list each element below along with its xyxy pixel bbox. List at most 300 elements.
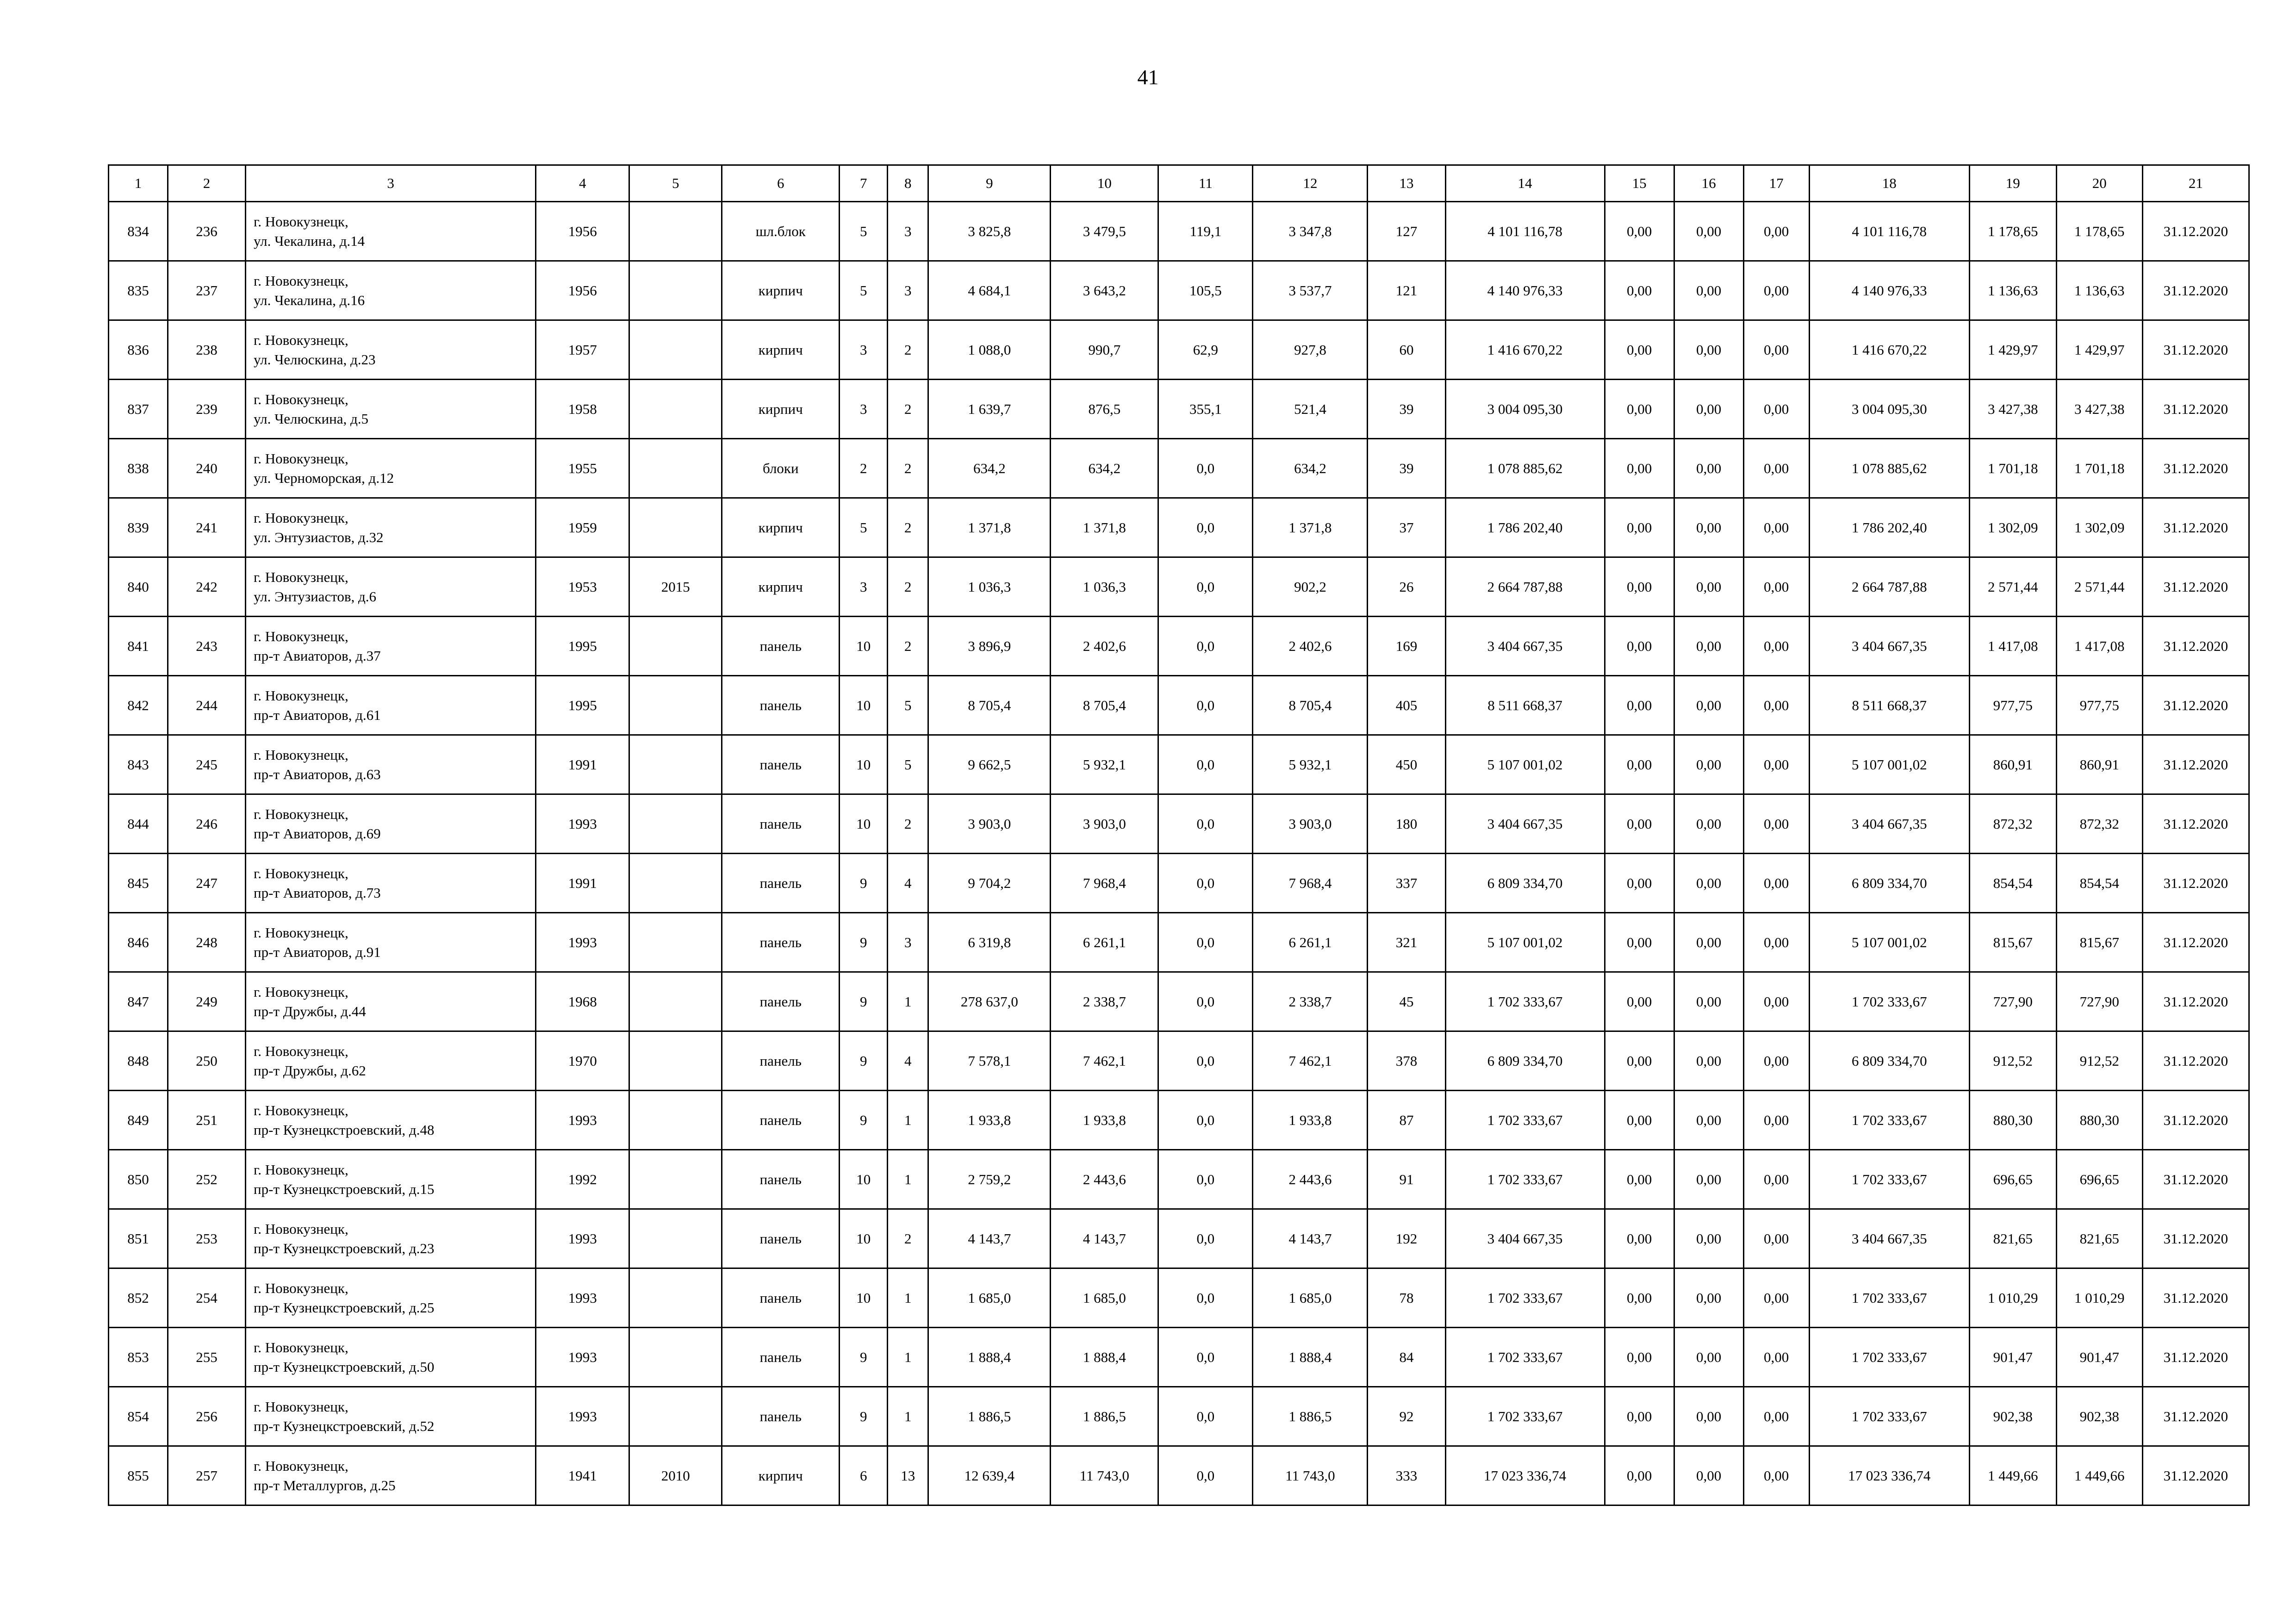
address-city: г. Новокузнецк,: [254, 746, 348, 763]
cell-col-5: [629, 794, 722, 854]
cell-number: 842: [109, 676, 168, 735]
cell-col-12: 521,4: [1253, 380, 1368, 439]
column-header: 8: [888, 165, 928, 202]
cell-col-10: 8 705,4: [1051, 676, 1158, 735]
cell-col-20: 880,30: [2056, 1091, 2142, 1150]
cell-col-10: 1 371,8: [1051, 498, 1158, 557]
cell-col-4: 1993: [536, 1268, 629, 1328]
table-row: [109, 913, 2249, 972]
cell-col-13: 37: [1368, 498, 1445, 557]
cell-sub-number: 256: [168, 1387, 246, 1446]
cell-col-13: 84: [1368, 1328, 1445, 1387]
cell-col-14: 6 809 334,70: [1445, 854, 1605, 913]
cell-col-12: 1 371,8: [1253, 498, 1368, 557]
cell-col-18: 4 140 976,33: [1809, 261, 1969, 320]
cell-sub-number: 248: [168, 913, 246, 972]
address-street: пр-т Кузнецкстроевский, д.15: [254, 1181, 435, 1197]
cell-col-16: 0,00: [1674, 972, 1743, 1031]
cell-col-11: 0,0: [1158, 1150, 1253, 1209]
cell-col-20: 1 136,63: [2056, 261, 2142, 320]
cell-col-5: [629, 1150, 722, 1209]
cell-col-7: 5: [840, 498, 888, 557]
cell-col-19: 1 449,66: [1969, 1446, 2056, 1505]
cell-number: 834: [109, 202, 168, 261]
cell-col-8: 1: [888, 972, 928, 1031]
cell-col-8: 2: [888, 320, 928, 380]
cell-col-20: 977,75: [2056, 676, 2142, 735]
cell-col-18: 1 702 333,67: [1809, 972, 1969, 1031]
cell-col-11: 0,0: [1158, 1209, 1253, 1268]
cell-col-7: 10: [840, 794, 888, 854]
table-row: [109, 1031, 2249, 1091]
cell-col-7: 9: [840, 913, 888, 972]
cell-col-4: 1993: [536, 794, 629, 854]
cell-col-14: 4 101 116,78: [1445, 202, 1605, 261]
table-row: [109, 557, 2249, 617]
cell-sub-number: 245: [168, 735, 246, 794]
cell-col-4: 1995: [536, 617, 629, 676]
cell-col-10: 3 903,0: [1051, 794, 1158, 854]
table-header: [109, 165, 2249, 202]
table-row: [109, 854, 2249, 913]
cell-sub-number: 240: [168, 439, 246, 498]
cell-col-18: 1 702 333,67: [1809, 1150, 1969, 1209]
cell-col-17: 0,00: [1743, 498, 1809, 557]
cell-number: 839: [109, 498, 168, 557]
cell-address: [246, 1446, 536, 1505]
cell-col-9: 1 886,5: [928, 1387, 1051, 1446]
cell-col-4: 1992: [536, 1150, 629, 1209]
column-header: 18: [1809, 165, 1969, 202]
cell-col-6: кирпич: [722, 261, 840, 320]
cell-col-8: 2: [888, 1209, 928, 1268]
cell-sub-number: 239: [168, 380, 246, 439]
cell-col-15: 0,00: [1605, 1446, 1674, 1505]
cell-col-7: 3: [840, 380, 888, 439]
address-city: г. Новокузнецк,: [254, 687, 348, 704]
column-header: 4: [536, 165, 629, 202]
cell-sub-number: 247: [168, 854, 246, 913]
cell-col-18: 1 702 333,67: [1809, 1268, 1969, 1328]
cell-col-15: 0,00: [1605, 617, 1674, 676]
cell-col-18: 8 511 668,37: [1809, 676, 1969, 735]
column-header: 2: [168, 165, 246, 202]
cell-col-11: 0,0: [1158, 854, 1253, 913]
cell-col-10: 7 968,4: [1051, 854, 1158, 913]
cell-col-6: панель: [722, 1209, 840, 1268]
cell-col-12: 7 968,4: [1253, 854, 1368, 913]
cell-col-10: 1 036,3: [1051, 557, 1158, 617]
cell-sub-number: 243: [168, 617, 246, 676]
cell-col-6: панель: [722, 1268, 840, 1328]
cell-col-15: 0,00: [1605, 794, 1674, 854]
address-city: г. Новокузнецк,: [254, 806, 348, 822]
cell-number: 848: [109, 1031, 168, 1091]
cell-col-14: 3 404 667,35: [1445, 794, 1605, 854]
address-city: г. Новокузнецк,: [254, 568, 348, 585]
cell-col-11: 0,0: [1158, 1446, 1253, 1505]
cell-col-13: 405: [1368, 676, 1445, 735]
address-city: г. Новокузнецк,: [254, 983, 348, 1000]
cell-col-15: 0,00: [1605, 380, 1674, 439]
cell-col-7: 9: [840, 1387, 888, 1446]
cell-col-8: 2: [888, 498, 928, 557]
cell-col-20: 854,54: [2056, 854, 2142, 913]
cell-col-6: блоки: [722, 439, 840, 498]
cell-sub-number: 252: [168, 1150, 246, 1209]
cell-number: 846: [109, 913, 168, 972]
cell-col-19: 854,54: [1969, 854, 2056, 913]
cell-address: [246, 735, 536, 794]
cell-col-12: 1 888,4: [1253, 1328, 1368, 1387]
column-header: 19: [1969, 165, 2056, 202]
cell-col-14: 3 404 667,35: [1445, 1209, 1605, 1268]
cell-col-16: 0,00: [1674, 913, 1743, 972]
cell-col-14: 4 140 976,33: [1445, 261, 1605, 320]
cell-col-17: 0,00: [1743, 676, 1809, 735]
cell-col-8: 1: [888, 1150, 928, 1209]
cell-col-15: 0,00: [1605, 1268, 1674, 1328]
address-street: пр-т Дружбы, д.44: [254, 1003, 366, 1019]
cell-col-8: 2: [888, 557, 928, 617]
cell-col-18: 5 107 001,02: [1809, 913, 1969, 972]
table-row: [109, 735, 2249, 794]
cell-col-7: 9: [840, 1091, 888, 1150]
cell-col-21: 31.12.2020: [2142, 794, 2249, 854]
cell-col-9: 6 319,8: [928, 913, 1051, 972]
cell-col-19: 912,52: [1969, 1031, 2056, 1091]
cell-col-12: 5 932,1: [1253, 735, 1368, 794]
cell-col-11: 0,0: [1158, 557, 1253, 617]
cell-number: 853: [109, 1328, 168, 1387]
address-street: пр-т Авиаторов, д.69: [254, 825, 381, 842]
cell-col-21: 31.12.2020: [2142, 1091, 2249, 1150]
cell-col-7: 10: [840, 617, 888, 676]
housing-table: [108, 164, 2250, 1506]
cell-col-20: 902,38: [2056, 1387, 2142, 1446]
address-city: г. Новокузнецк,: [254, 331, 348, 348]
cell-col-13: 87: [1368, 1091, 1445, 1150]
table-row: [109, 1387, 2249, 1446]
cell-col-21: 31.12.2020: [2142, 1328, 2249, 1387]
cell-col-19: 872,32: [1969, 794, 2056, 854]
cell-col-10: 2 443,6: [1051, 1150, 1158, 1209]
cell-col-7: 2: [840, 439, 888, 498]
cell-col-8: 3: [888, 913, 928, 972]
cell-col-5: [629, 439, 722, 498]
cell-col-15: 0,00: [1605, 557, 1674, 617]
cell-col-19: 821,65: [1969, 1209, 2056, 1268]
cell-col-12: 1 933,8: [1253, 1091, 1368, 1150]
cell-col-16: 0,00: [1674, 1446, 1743, 1505]
column-header: 13: [1368, 165, 1445, 202]
cell-col-16: 0,00: [1674, 1268, 1743, 1328]
cell-col-21: 31.12.2020: [2142, 1268, 2249, 1328]
address-city: г. Новокузнецк,: [254, 1280, 348, 1296]
address-city: г. Новокузнецк,: [254, 1457, 348, 1474]
column-header: 17: [1743, 165, 1809, 202]
cell-col-10: 634,2: [1051, 439, 1158, 498]
cell-col-9: 1 371,8: [928, 498, 1051, 557]
cell-col-18: 2 664 787,88: [1809, 557, 1969, 617]
cell-col-19: 815,67: [1969, 913, 2056, 972]
cell-number: 840: [109, 557, 168, 617]
table-row: [109, 1209, 2249, 1268]
cell-col-18: 3 404 667,35: [1809, 794, 1969, 854]
cell-address: [246, 676, 536, 735]
cell-col-16: 0,00: [1674, 1328, 1743, 1387]
cell-number: 841: [109, 617, 168, 676]
address-city: г. Новокузнецк,: [254, 1043, 348, 1059]
cell-col-14: 1 702 333,67: [1445, 1268, 1605, 1328]
cell-col-17: 0,00: [1743, 1328, 1809, 1387]
cell-col-19: 901,47: [1969, 1328, 2056, 1387]
cell-col-21: 31.12.2020: [2142, 617, 2249, 676]
cell-col-6: панель: [722, 854, 840, 913]
cell-address: [246, 913, 536, 972]
cell-sub-number: 238: [168, 320, 246, 380]
cell-number: 847: [109, 972, 168, 1031]
cell-number: 852: [109, 1268, 168, 1328]
cell-col-11: 0,0: [1158, 735, 1253, 794]
cell-col-16: 0,00: [1674, 854, 1743, 913]
cell-col-11: 0,0: [1158, 1091, 1253, 1150]
cell-col-8: 3: [888, 261, 928, 320]
cell-col-7: 10: [840, 676, 888, 735]
cell-col-8: 2: [888, 380, 928, 439]
cell-col-6: кирпич: [722, 320, 840, 380]
cell-col-21: 31.12.2020: [2142, 1446, 2249, 1505]
table-row: [109, 1268, 2249, 1328]
table-row: [109, 972, 2249, 1031]
cell-col-4: 1991: [536, 854, 629, 913]
cell-col-6: панель: [722, 913, 840, 972]
cell-col-7: 9: [840, 854, 888, 913]
cell-col-10: 990,7: [1051, 320, 1158, 380]
column-header: 15: [1605, 165, 1674, 202]
cell-col-6: панель: [722, 735, 840, 794]
cell-col-5: [629, 972, 722, 1031]
cell-col-16: 0,00: [1674, 1150, 1743, 1209]
cell-col-11: 0,0: [1158, 617, 1253, 676]
cell-col-17: 0,00: [1743, 972, 1809, 1031]
cell-col-16: 0,00: [1674, 557, 1743, 617]
cell-col-6: панель: [722, 1328, 840, 1387]
cell-col-4: 1991: [536, 735, 629, 794]
cell-col-19: 1 302,09: [1969, 498, 2056, 557]
cell-col-6: кирпич: [722, 380, 840, 439]
cell-col-18: 4 101 116,78: [1809, 202, 1969, 261]
address-city: г. Новокузнецк,: [254, 509, 348, 526]
address-street: пр-т Кузнецкстроевский, д.52: [254, 1418, 435, 1434]
cell-address: [246, 1328, 536, 1387]
cell-col-4: 1955: [536, 439, 629, 498]
cell-col-15: 0,00: [1605, 1209, 1674, 1268]
cell-number: 836: [109, 320, 168, 380]
cell-address: [246, 972, 536, 1031]
cell-col-10: 6 261,1: [1051, 913, 1158, 972]
cell-col-11: 0,0: [1158, 439, 1253, 498]
cell-address: [246, 1031, 536, 1091]
cell-col-12: 3 903,0: [1253, 794, 1368, 854]
cell-address: [246, 617, 536, 676]
address-city: г. Новокузнецк,: [254, 391, 348, 407]
cell-col-20: 815,67: [2056, 913, 2142, 972]
cell-address: [246, 202, 536, 261]
cell-sub-number: 257: [168, 1446, 246, 1505]
address-city: г. Новокузнецк,: [254, 1161, 348, 1178]
cell-col-16: 0,00: [1674, 261, 1743, 320]
address-street: пр-т Кузнецкстроевский, д.23: [254, 1240, 435, 1256]
cell-col-13: 60: [1368, 320, 1445, 380]
cell-col-21: 31.12.2020: [2142, 854, 2249, 913]
cell-col-6: панель: [722, 972, 840, 1031]
cell-col-14: 1 702 333,67: [1445, 1150, 1605, 1209]
cell-col-19: 902,38: [1969, 1387, 2056, 1446]
cell-address: [246, 320, 536, 380]
table-row: [109, 261, 2249, 320]
cell-sub-number: 244: [168, 676, 246, 735]
table-row: [109, 439, 2249, 498]
address-street: ул. Челюскина, д.5: [254, 410, 368, 427]
cell-col-14: 1 078 885,62: [1445, 439, 1605, 498]
cell-col-18: 3 404 667,35: [1809, 1209, 1969, 1268]
cell-col-21: 31.12.2020: [2142, 1209, 2249, 1268]
column-header: 10: [1051, 165, 1158, 202]
cell-col-12: 634,2: [1253, 439, 1368, 498]
cell-col-15: 0,00: [1605, 1150, 1674, 1209]
cell-col-21: 31.12.2020: [2142, 380, 2249, 439]
cell-col-16: 0,00: [1674, 794, 1743, 854]
cell-col-10: 3 643,2: [1051, 261, 1158, 320]
cell-col-21: 31.12.2020: [2142, 1387, 2249, 1446]
cell-col-9: 2 759,2: [928, 1150, 1051, 1209]
cell-col-8: 2: [888, 617, 928, 676]
cell-col-13: 450: [1368, 735, 1445, 794]
cell-col-7: 9: [840, 1031, 888, 1091]
cell-col-9: 3 825,8: [928, 202, 1051, 261]
cell-col-8: 4: [888, 1031, 928, 1091]
cell-col-5: [629, 1328, 722, 1387]
cell-col-5: [629, 1268, 722, 1328]
cell-col-16: 0,00: [1674, 202, 1743, 261]
cell-col-12: 927,8: [1253, 320, 1368, 380]
address-street: пр-т Авиаторов, д.73: [254, 884, 381, 901]
cell-col-20: 2 571,44: [2056, 557, 2142, 617]
cell-col-19: 880,30: [1969, 1091, 2056, 1150]
cell-col-16: 0,00: [1674, 735, 1743, 794]
cell-col-16: 0,00: [1674, 320, 1743, 380]
table-row: [109, 1150, 2249, 1209]
cell-col-21: 31.12.2020: [2142, 261, 2249, 320]
header-row: [109, 165, 2249, 202]
cell-col-6: панель: [722, 676, 840, 735]
cell-col-5: [629, 617, 722, 676]
cell-col-20: 1 302,09: [2056, 498, 2142, 557]
cell-col-17: 0,00: [1743, 1268, 1809, 1328]
cell-col-14: 3 004 095,30: [1445, 380, 1605, 439]
cell-address: [246, 557, 536, 617]
cell-number: 838: [109, 439, 168, 498]
cell-col-15: 0,00: [1605, 439, 1674, 498]
cell-col-13: 92: [1368, 1387, 1445, 1446]
cell-col-21: 31.12.2020: [2142, 913, 2249, 972]
cell-col-18: 6 809 334,70: [1809, 854, 1969, 913]
cell-col-9: 634,2: [928, 439, 1051, 498]
cell-col-4: 1956: [536, 261, 629, 320]
cell-col-15: 0,00: [1605, 972, 1674, 1031]
cell-col-18: 17 023 336,74: [1809, 1446, 1969, 1505]
cell-col-9: 12 639,4: [928, 1446, 1051, 1505]
cell-col-10: 1 886,5: [1051, 1387, 1158, 1446]
cell-col-10: 3 479,5: [1051, 202, 1158, 261]
cell-col-7: 9: [840, 972, 888, 1031]
column-header: 9: [928, 165, 1051, 202]
address-city: г. Новокузнецк,: [254, 1220, 348, 1237]
cell-col-7: 10: [840, 1268, 888, 1328]
cell-col-14: 8 511 668,37: [1445, 676, 1605, 735]
column-header: 16: [1674, 165, 1743, 202]
address-city: г. Новокузнецк,: [254, 628, 348, 644]
cell-col-20: 872,32: [2056, 794, 2142, 854]
cell-col-11: 0,0: [1158, 972, 1253, 1031]
cell-col-6: панель: [722, 1091, 840, 1150]
cell-col-18: 1 702 333,67: [1809, 1387, 1969, 1446]
cell-col-6: панель: [722, 1387, 840, 1446]
cell-col-19: 1 178,65: [1969, 202, 2056, 261]
cell-col-16: 0,00: [1674, 676, 1743, 735]
cell-col-13: 45: [1368, 972, 1445, 1031]
cell-col-13: 321: [1368, 913, 1445, 972]
cell-col-6: шл.блок: [722, 202, 840, 261]
cell-number: 851: [109, 1209, 168, 1268]
cell-col-19: 1 429,97: [1969, 320, 2056, 380]
cell-col-8: 4: [888, 854, 928, 913]
cell-col-8: 3: [888, 202, 928, 261]
cell-col-4: 1993: [536, 1091, 629, 1150]
cell-col-5: [629, 1387, 722, 1446]
cell-col-9: 1 685,0: [928, 1268, 1051, 1328]
address-street: пр-т Металлургов, д.25: [254, 1477, 396, 1493]
column-header: 20: [2056, 165, 2142, 202]
address-city: г. Новокузнецк,: [254, 865, 348, 881]
cell-col-5: [629, 1209, 722, 1268]
cell-col-14: 5 107 001,02: [1445, 913, 1605, 972]
cell-sub-number: 237: [168, 261, 246, 320]
column-header: 12: [1253, 165, 1368, 202]
address-city: г. Новокузнецк,: [254, 1339, 348, 1355]
cell-col-20: 1 178,65: [2056, 202, 2142, 261]
cell-col-18: 6 809 334,70: [1809, 1031, 1969, 1091]
cell-col-9: 7 578,1: [928, 1031, 1051, 1091]
cell-col-14: 1 702 333,67: [1445, 1328, 1605, 1387]
column-header: 7: [840, 165, 888, 202]
cell-number: 855: [109, 1446, 168, 1505]
address-street: пр-т Кузнецкстроевский, д.50: [254, 1358, 435, 1375]
cell-col-10: 2 338,7: [1051, 972, 1158, 1031]
cell-sub-number: 236: [168, 202, 246, 261]
cell-col-9: 1 933,8: [928, 1091, 1051, 1150]
cell-col-17: 0,00: [1743, 557, 1809, 617]
cell-col-15: 0,00: [1605, 320, 1674, 380]
cell-col-15: 0,00: [1605, 854, 1674, 913]
cell-col-13: 26: [1368, 557, 1445, 617]
cell-col-8: 2: [888, 794, 928, 854]
cell-col-20: 1 010,29: [2056, 1268, 2142, 1328]
cell-col-17: 0,00: [1743, 1209, 1809, 1268]
cell-col-13: 78: [1368, 1268, 1445, 1328]
cell-col-9: 1 639,7: [928, 380, 1051, 439]
